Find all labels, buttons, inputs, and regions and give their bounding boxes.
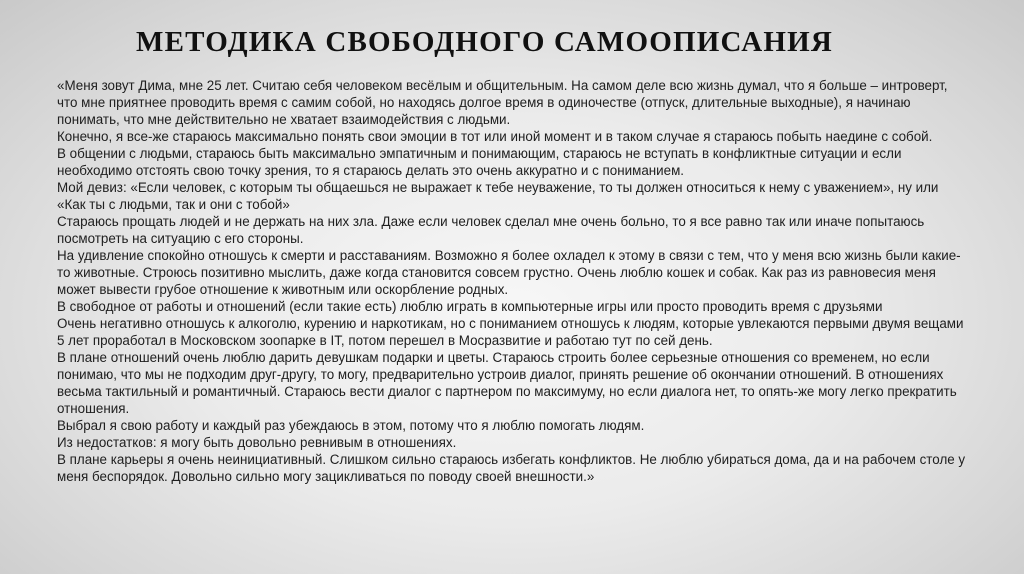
paragraph-career: В плане карьеры я очень неинициативный. Слишком сильно стараюсь избегать конфликтов. Не люблю убираться дома, да и на рабочем столе у меня беспорядок. Довольно сильно могу зацикливаться по поводу своей внешности.»	[57, 452, 966, 484]
paragraph-free-time: В свободное от работы и отношений (если такие есть) люблю играть в компьютерные игры или просто проводить время с друзьями	[57, 299, 883, 314]
slide-title: МЕТОДИКА СВОБОДНОГО САМООПИСАНИЯ	[136, 26, 833, 58]
paragraph-job-choice: Выбрал я свою работу и каждый раз убеждаюсь в этом, потому что я люблю помогать людям.	[57, 418, 645, 433]
paragraph-death-animals: На удивление спокойно отношусь к смерти и расставаниям. Возможно я более охладел к этому в связи с тем, что у меня всю жизнь были какие-то животные. Строюсь позитивно мыслить, даже когда становится совсем грустно. Очень люблю кошек и собак. Как раз из равновесия меня может вывести грубое отношение к животным или оскорбление родных.	[57, 248, 961, 297]
paragraph-emotions: Конечно, я все-же стараюсь максимально понять свои эмоции в тот или иной момент и в таком случае я стараюсь побыть наедине с собой.	[57, 129, 933, 144]
paragraph-motto: Мой девиз: «Если человек, с которым ты общаешься не выражает к тебе неуважение, то ты должен относиться к нему с уважением», ну или «Как ты с людьми, так и они с тобой»	[57, 180, 939, 212]
paragraph-relationships: В плане отношений очень люблю дарить девушкам подарки и цветы. Стараюсь строить более серьезные отношения со временем, но если понимаю, что мы не подходим друг-другу, то могу, предварительно устроив диалог, принять решение об окончании отношений. В отношениях весьма тактильный и романтичный. Стараюсь вести диалог с партнером по максимуму, но если диалога нет, то опять-же могу легко прекратить отношения.	[57, 350, 957, 416]
paragraph-bad-habits: Очень негативно отношусь к алкоголю, курению и наркотикам, но с пониманием отношусь к людям, которые увлекаются первыми двумя вещами	[57, 316, 964, 331]
paragraph-intro: «Меня зовут Дима, мне 25 лет. Считаю себя человеком весёлым и общительным. На самом деле всю жизнь думал, что я больше – интроверт, что мне приятнее проводить время с самим собой, но находясь долгое время в одиночестве (отпуск, длительные выходные), я начинаю понимать, что мне действительно не хватает взаимодействия с людьми.	[57, 78, 948, 127]
paragraph-flaws: Из недостатков: я могу быть довольно ревнивым в отношениях.	[57, 435, 457, 450]
slide-body-text	[57, 77, 969, 485]
paragraph-forgiveness: Стараюсь прощать людей и не держать на них зла. Даже если человек сделал мне очень больно, то я все равно так или иначе попытаюсь посмотреть на ситуацию с его стороны.	[57, 214, 925, 246]
paragraph-work-history: 5 лет проработал в Московском зоопарке в IT, потом перешел в Мосразвитие и работаю тут по сей день.	[57, 333, 713, 348]
paragraph-communication: В общении с людьми, стараюсь быть максимально эмпатичным и понимающим, стараюсь не вступать в конфликтные ситуации и если необходимо отстоять свою точку зрения, то я стараюсь делать это очень аккуратно и с пониманием.	[57, 146, 902, 178]
